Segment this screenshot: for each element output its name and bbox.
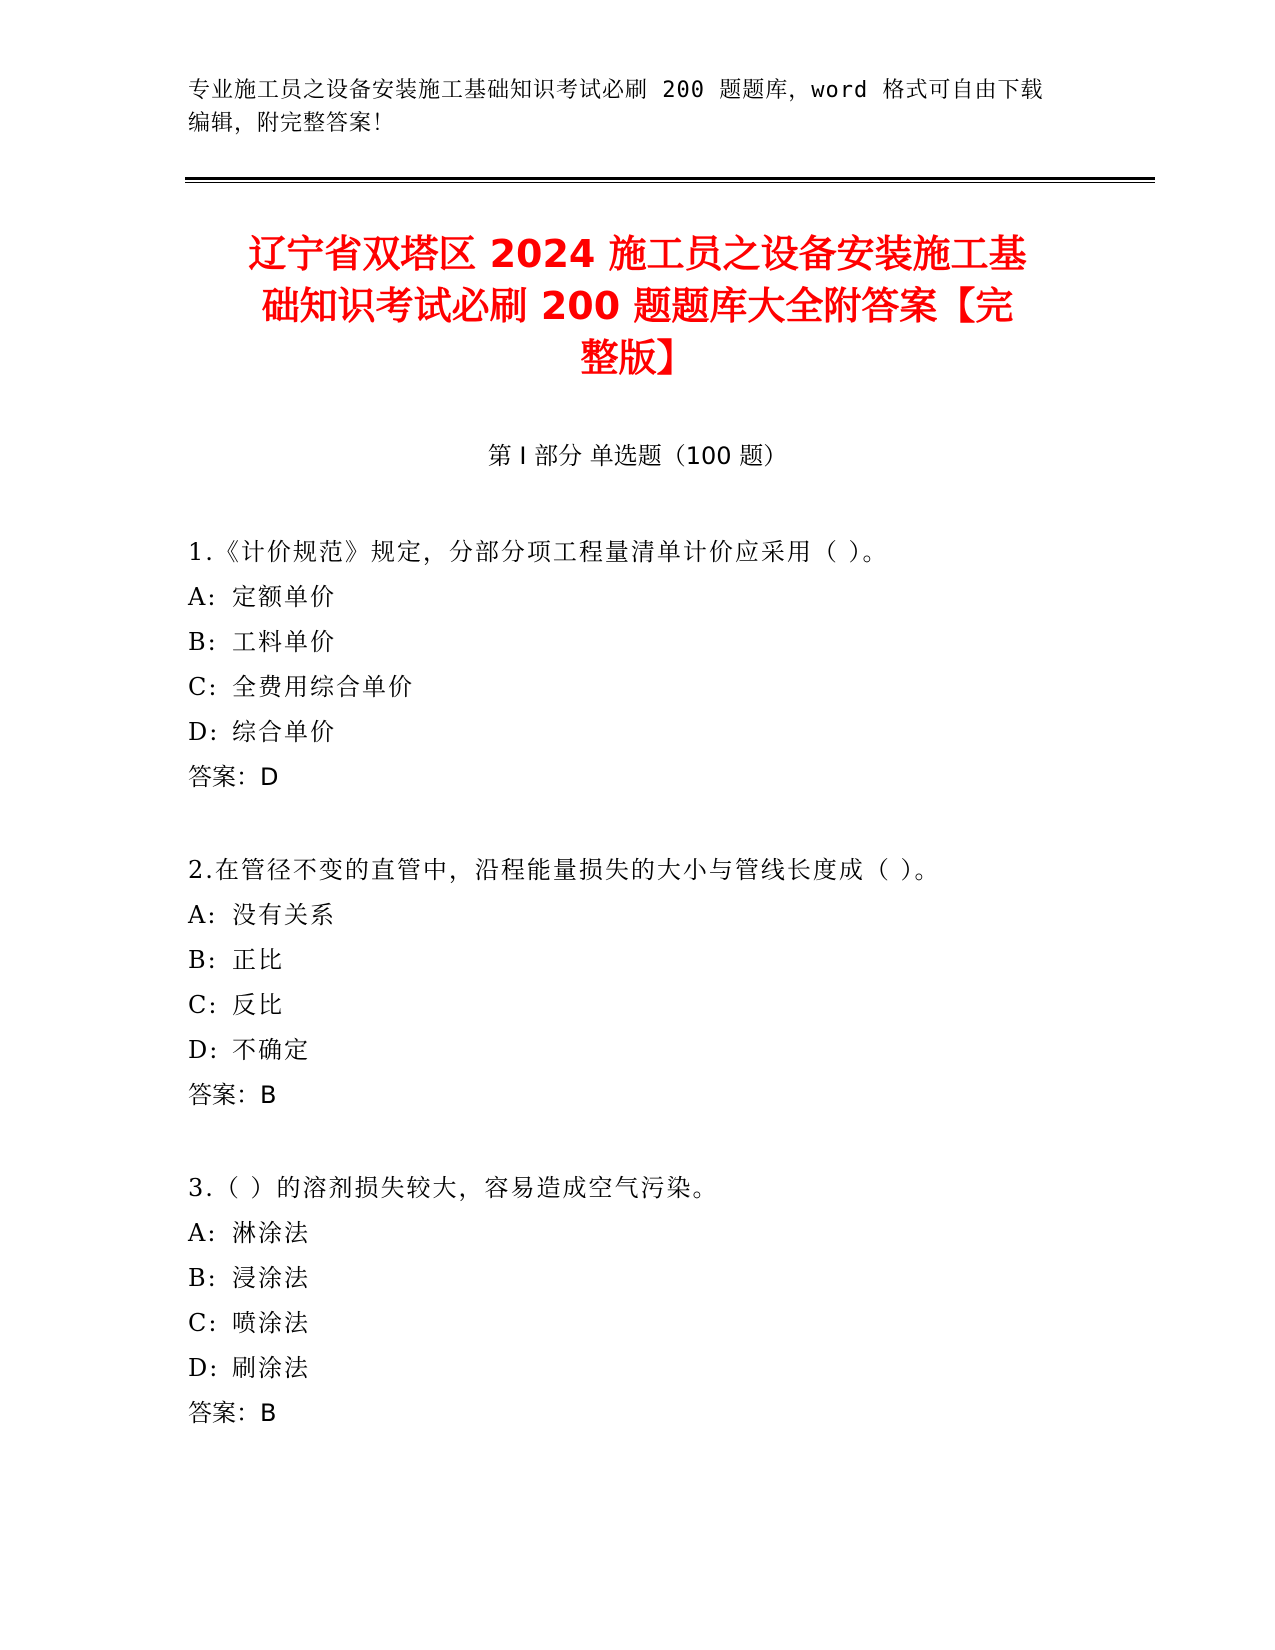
question-stem: 1.《计价规范》规定，分部分项工程量清单计价应采用（ ）。	[188, 538, 889, 566]
question-stem: 2.在管径不变的直管中，沿程能量损失的大小与管线长度成（ ）。	[188, 856, 941, 884]
option-text: 正比	[232, 946, 284, 974]
header-note-line-1: 专业施工员之设备安装施工基础知识考试必刷 200 题题库，word 格式可自由下载	[188, 78, 1044, 103]
option-letter: C:	[188, 673, 219, 701]
option-text: 不确定	[232, 1036, 310, 1064]
option-d	[188, 710, 1148, 755]
document-title-line-1: 辽宁省双塔区 2024 施工员之设备安装施工基	[248, 232, 1027, 276]
option-text: 刷涂法	[232, 1354, 310, 1382]
option-b	[188, 620, 1148, 665]
option-c	[188, 983, 1148, 1028]
option-letter: A:	[188, 583, 218, 611]
option-letter: D:	[188, 1354, 220, 1382]
option-a	[188, 575, 1148, 620]
option-text: 喷涂法	[232, 1309, 310, 1337]
header-note	[188, 74, 1088, 140]
header-rule-thick	[185, 177, 1155, 180]
header-note-line-2: 编辑，附完整答案！	[188, 111, 396, 136]
document-title-line-2: 础知识考试必刷 200 题题库大全附答案【完	[261, 284, 1014, 328]
question-3	[188, 1166, 1148, 1436]
answer-line: 答案：D	[188, 763, 279, 791]
document-title-line-3: 整版】	[580, 336, 695, 380]
option-b	[188, 938, 1148, 983]
option-letter: C:	[188, 991, 219, 1019]
option-letter: D:	[188, 1036, 220, 1064]
option-text: 没有关系	[232, 901, 336, 929]
option-letter: B:	[188, 946, 218, 974]
option-d	[188, 1028, 1148, 1073]
answer-line: 答案：B	[188, 1081, 277, 1109]
question-2	[188, 848, 1148, 1118]
option-letter: A:	[188, 901, 218, 929]
option-text: 反比	[232, 991, 284, 1019]
option-a	[188, 893, 1148, 938]
option-letter: C:	[188, 1309, 219, 1337]
question-stem: 3.（ ）的溶剂损失较大，容易造成空气污染。	[188, 1174, 719, 1202]
option-text: 工料单价	[232, 628, 336, 656]
section-title: 第 I 部分 单选题（100 题）	[487, 442, 788, 470]
option-letter: A:	[188, 1219, 218, 1247]
option-letter: D:	[188, 718, 220, 746]
option-c	[188, 1301, 1148, 1346]
option-text: 综合单价	[232, 718, 336, 746]
header-rule-thin	[185, 182, 1155, 183]
option-letter: B:	[188, 628, 218, 656]
option-text: 浸涂法	[232, 1264, 310, 1292]
answer-line: 答案：B	[188, 1399, 277, 1427]
document-title	[170, 228, 1105, 384]
option-text: 定额单价	[232, 583, 336, 611]
option-text: 全费用综合单价	[232, 673, 414, 701]
question-1	[188, 530, 1148, 800]
option-c	[188, 665, 1148, 710]
option-text: 淋涂法	[232, 1219, 310, 1247]
question-list	[188, 530, 1148, 1484]
option-b	[188, 1256, 1148, 1301]
option-a	[188, 1211, 1148, 1256]
option-d	[188, 1346, 1148, 1391]
option-letter: B:	[188, 1264, 218, 1292]
